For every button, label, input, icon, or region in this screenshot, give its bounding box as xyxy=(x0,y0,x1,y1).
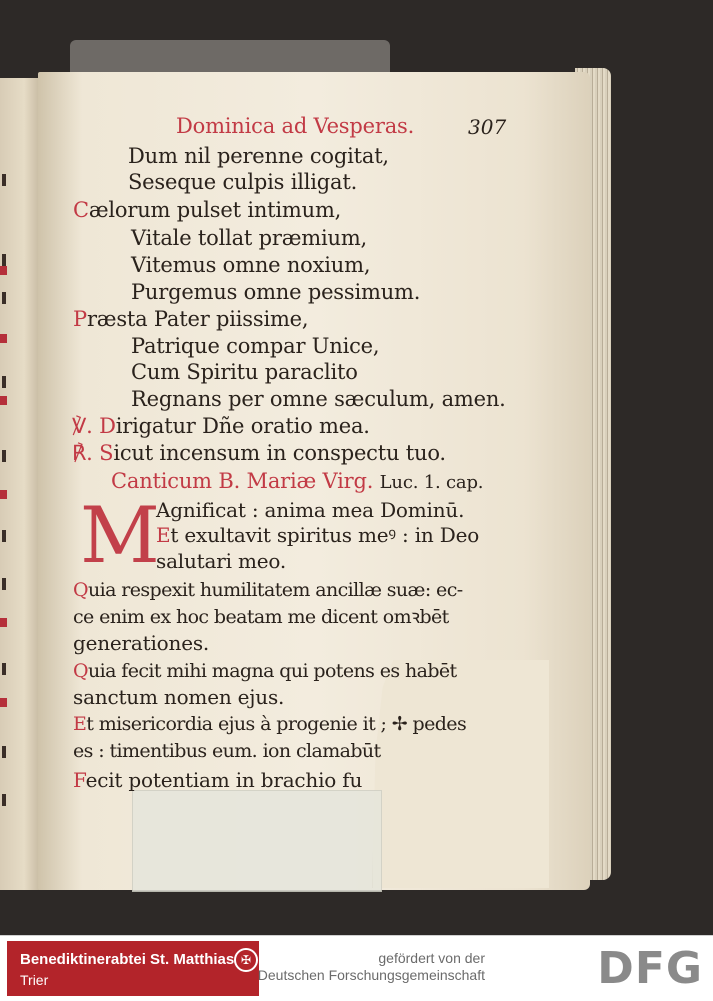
drop-cap: M xyxy=(80,491,160,581)
text-line: Et exultavit spiritus meꝰ : in Deo xyxy=(156,523,480,547)
text-line: sanctum nomen ejus. xyxy=(73,685,285,709)
torn-corner xyxy=(372,660,549,888)
text-line: Vitale tollat præmium, xyxy=(131,226,368,250)
text-line: Vitemus omne noxium, xyxy=(131,253,371,277)
text-line: es : timentibus eum. ion clamabūt xyxy=(73,740,381,762)
text-line: salutari meo. xyxy=(156,549,286,573)
running-header: Dominica ad Vesperas. xyxy=(176,114,415,138)
institution-badge[interactable] xyxy=(7,941,259,996)
text-line: Cum Spiritu paraclito xyxy=(131,360,358,384)
repair-tape xyxy=(132,790,382,892)
response-line: ℟. Sicut incensum in conspectu tuo. xyxy=(72,441,446,465)
text-line: Seseque culpis illigat. xyxy=(128,170,358,194)
institution-name: Benediktinerabtei St. Matthias xyxy=(20,951,235,968)
text-line: Quia respexit humilitatem ancillæ suæ: ec- xyxy=(73,579,463,601)
text-line: Purgemus omne pessimum. xyxy=(131,280,421,304)
text-line: Patrique compar Unice, xyxy=(131,334,380,358)
text-line: Regnans per omne sæculum, amen. xyxy=(131,387,506,411)
text-line: Præsta Pater piissime, xyxy=(73,307,309,331)
dfg-logo[interactable]: DFG xyxy=(597,943,703,994)
canticle-heading: Canticum B. Mariæ Virg. Luc. 1. cap. xyxy=(111,469,484,493)
institution-logo-icon: ✠ xyxy=(234,948,258,972)
versicle-line: ℣. Dirigatur Dñe oratio mea. xyxy=(72,414,370,438)
text-line: Dum nil perenne cogitat, xyxy=(128,144,389,168)
text-line: ce enim ex hoc beatam me dicent omꝛbēt xyxy=(73,606,449,628)
text-line: Agnificat : anima mea Dominū. xyxy=(156,498,465,522)
funding-note: gefördert von der Deutschen Forschungsgemeinschaft xyxy=(257,950,485,983)
text-line: Et misericordia ejus à progenie it ; ✢ pedes xyxy=(73,713,467,735)
page-number: 307 xyxy=(468,115,507,139)
footer-bar xyxy=(0,935,713,1001)
institution-city: Trier xyxy=(20,972,49,988)
text-line: Cælorum pulset intimum, xyxy=(73,198,342,222)
text-line: generationes. xyxy=(73,631,210,655)
text-line: Fecit potentiam in brachio fu xyxy=(73,768,363,792)
text-line: Quia fecit mihi magna qui potens es habēt xyxy=(73,660,457,682)
